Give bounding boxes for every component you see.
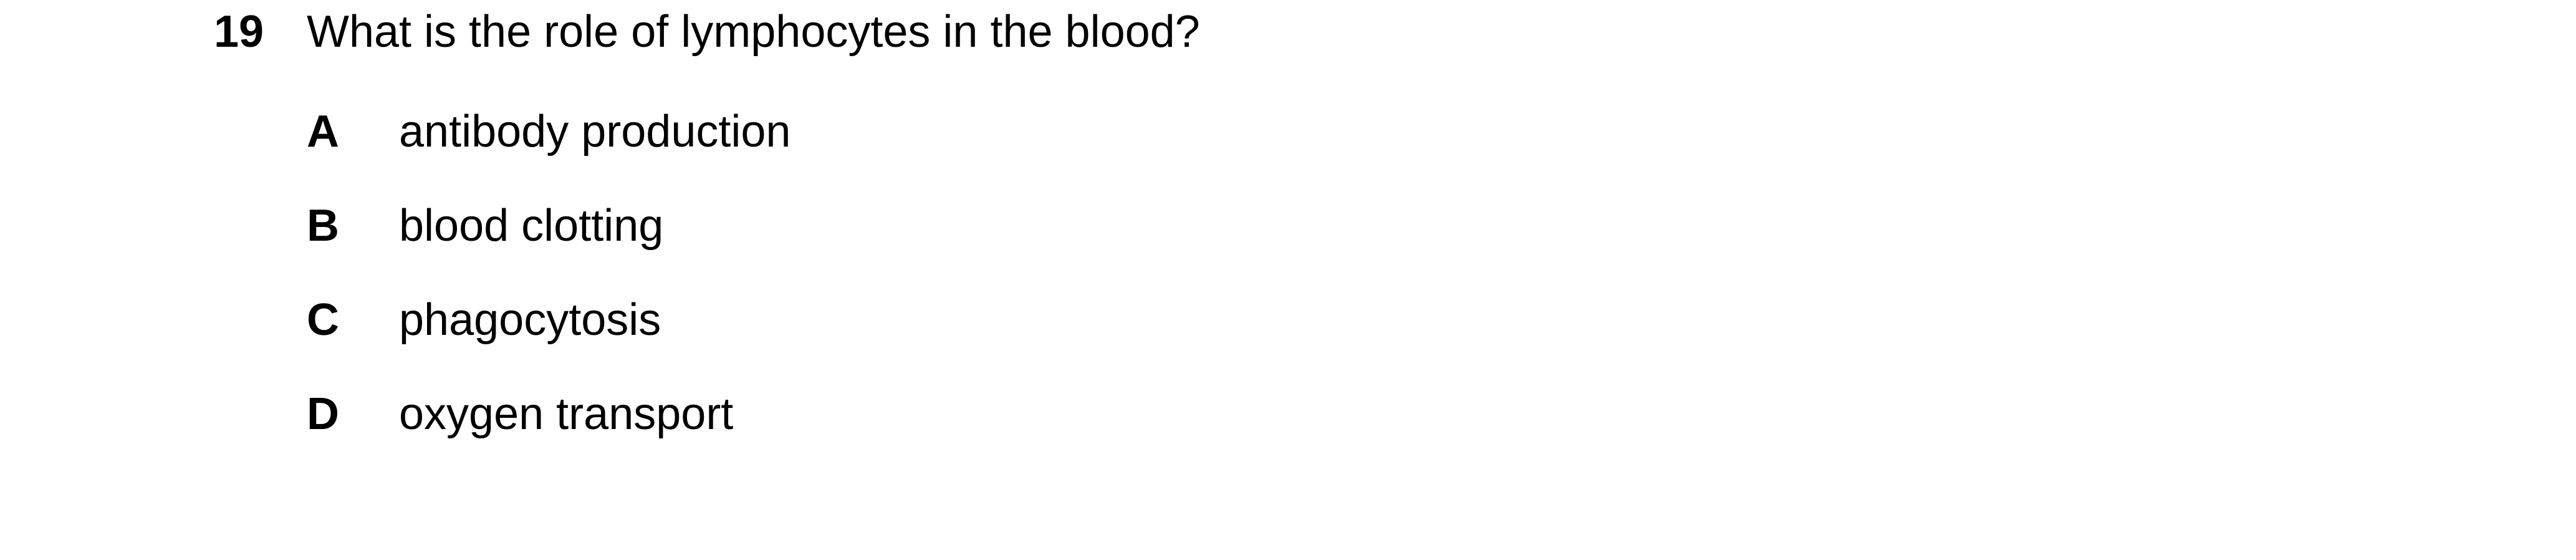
option-letter: B (307, 201, 339, 251)
option-c (307, 294, 1304, 350)
option-letter: C (307, 295, 339, 345)
option-text: blood clotting (399, 201, 664, 251)
option-d (307, 389, 1304, 445)
option-letter: A (307, 107, 339, 157)
question-text: What is the role of lymphocytes in the blood? (307, 7, 1200, 57)
option-text: oxygen transport (399, 389, 734, 439)
question-number: 19 (214, 7, 264, 57)
option-text: phagocytosis (399, 295, 661, 345)
option-b (307, 200, 1304, 256)
option-text: antibody production (399, 107, 791, 157)
option-letter: D (307, 389, 339, 439)
option-a (307, 106, 1304, 162)
